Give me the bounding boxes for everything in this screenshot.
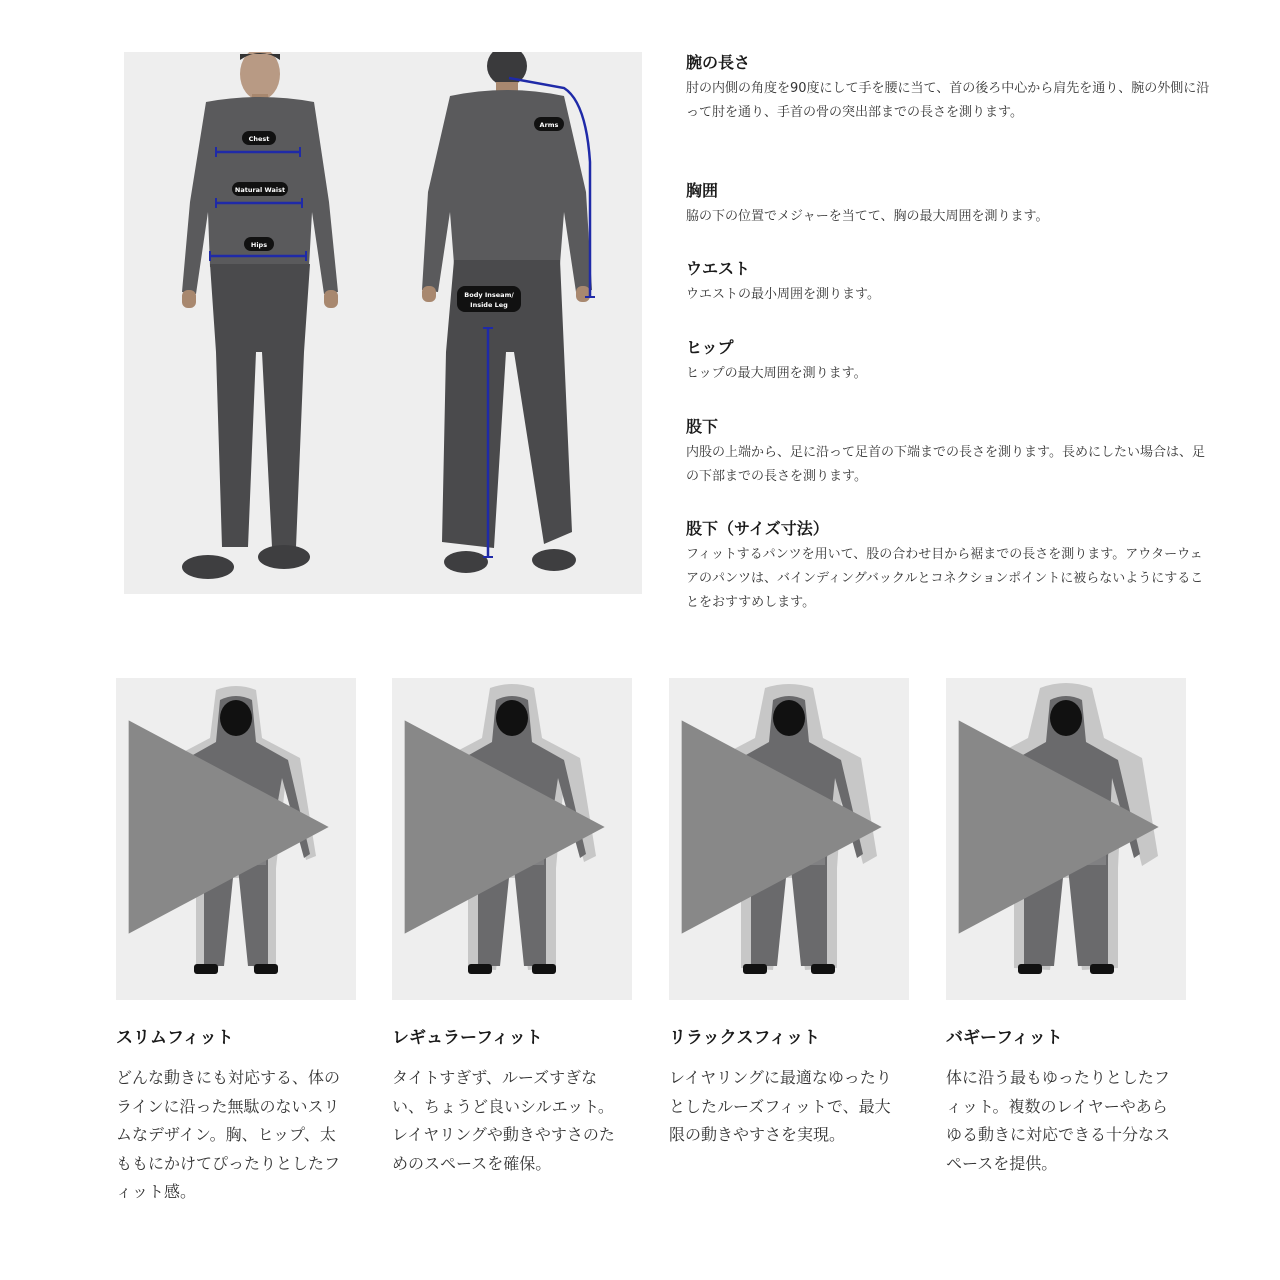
play-icon[interactable] [378,666,618,988]
fit-desc: タイトすぎず、ルーズすぎない、ちょうど良いシルエット。レイヤリングや動きやすさのためのスペースを確保。 [392,1068,615,1173]
guide-title: 胸囲 [686,181,719,200]
inseam-label-line2: Inside Leg [470,301,508,309]
guide-desc: ヒップの最大周囲を測ります。 [686,366,867,381]
play-icon[interactable] [932,666,1172,988]
fit-card-baggy[interactable] [946,678,1186,1178]
guide-desc: 内股の上端から、足に沿って足首の下端までの長さを測ります。長めにしたい場合は、足の下部までの長さを測ります。 [686,445,1205,484]
guide-title: ウエスト [686,259,751,278]
guide-title: 腕の長さ [686,53,751,72]
guide-title: 股下 [686,417,719,436]
fit-image-baggy [946,678,1186,1000]
play-icon[interactable] [102,666,342,988]
fit-title: スリムフィット [116,1028,234,1048]
inseam-label-line1: Body Inseam/ [464,291,514,299]
guide-item-inseam-size [686,518,1211,615]
chest-label: Chest [248,135,270,143]
guide-desc: フィットするパンツを用いて、股の合わせ目から裾までの長さを測ります。アウターウェアのパンツは、バインディングバックルとコネクションポイントに被らないようにすることをおすすめします。 [686,547,1204,610]
fit-title: リラックスフィット [669,1028,821,1048]
play-icon[interactable] [655,666,895,988]
fit-card-regular[interactable] [392,678,632,1178]
fit-image-relaxed [669,678,909,1000]
guide-desc: 肘の内側の角度を90度にして手を腰に当て、首の後ろ中心から肩先を通り、腕の外側に沿って肘を通り、手首の骨の突出部までの長さを測ります。 [686,81,1210,120]
hips-label: Hips [250,241,268,249]
fit-image-slim [116,678,356,1000]
guide-title: 股下（サイズ寸法） [686,519,829,538]
guide-title: ヒップ [686,338,734,357]
guide-item-chest [686,180,1211,229]
fit-title: バギーフィット [946,1028,1063,1048]
fit-desc: 体に沿う最もゆったりとしたフィット。複数のレイヤーやあらゆる動きに対応できる十分なスペースを提供。 [946,1068,1171,1173]
fit-desc: どんな動きにも対応する、体のラインに沿った無駄のないスリムなデザイン。胸、ヒップ、太ももにかけてぴったりとしたフィット感。 [116,1068,341,1201]
guide-item-waist [686,258,1211,307]
natural-waist-label: Natural Waist [234,186,286,194]
fit-image-regular [392,678,632,1000]
guide-item-arm-length [686,52,1211,125]
fit-card-relaxed[interactable] [669,678,909,1150]
fit-title: レギュラーフィット [392,1028,543,1048]
arms-label: Arms [539,121,559,129]
guide-desc: ウエストの最小周囲を測ります。 [686,287,880,302]
back-figure [422,52,592,573]
fit-desc: レイヤリングに最適なゆったりとしたルーズフィットで、最大限の動きやすさを実現。 [669,1068,892,1144]
guide-desc: 脇の下の位置でメジャーを当てて、胸の最大周囲を測ります。 [686,209,1049,224]
measurement-photo [124,52,642,594]
fit-card-slim[interactable] [116,678,356,1207]
guide-item-inseam [686,416,1211,489]
guide-item-hips [686,337,1211,386]
